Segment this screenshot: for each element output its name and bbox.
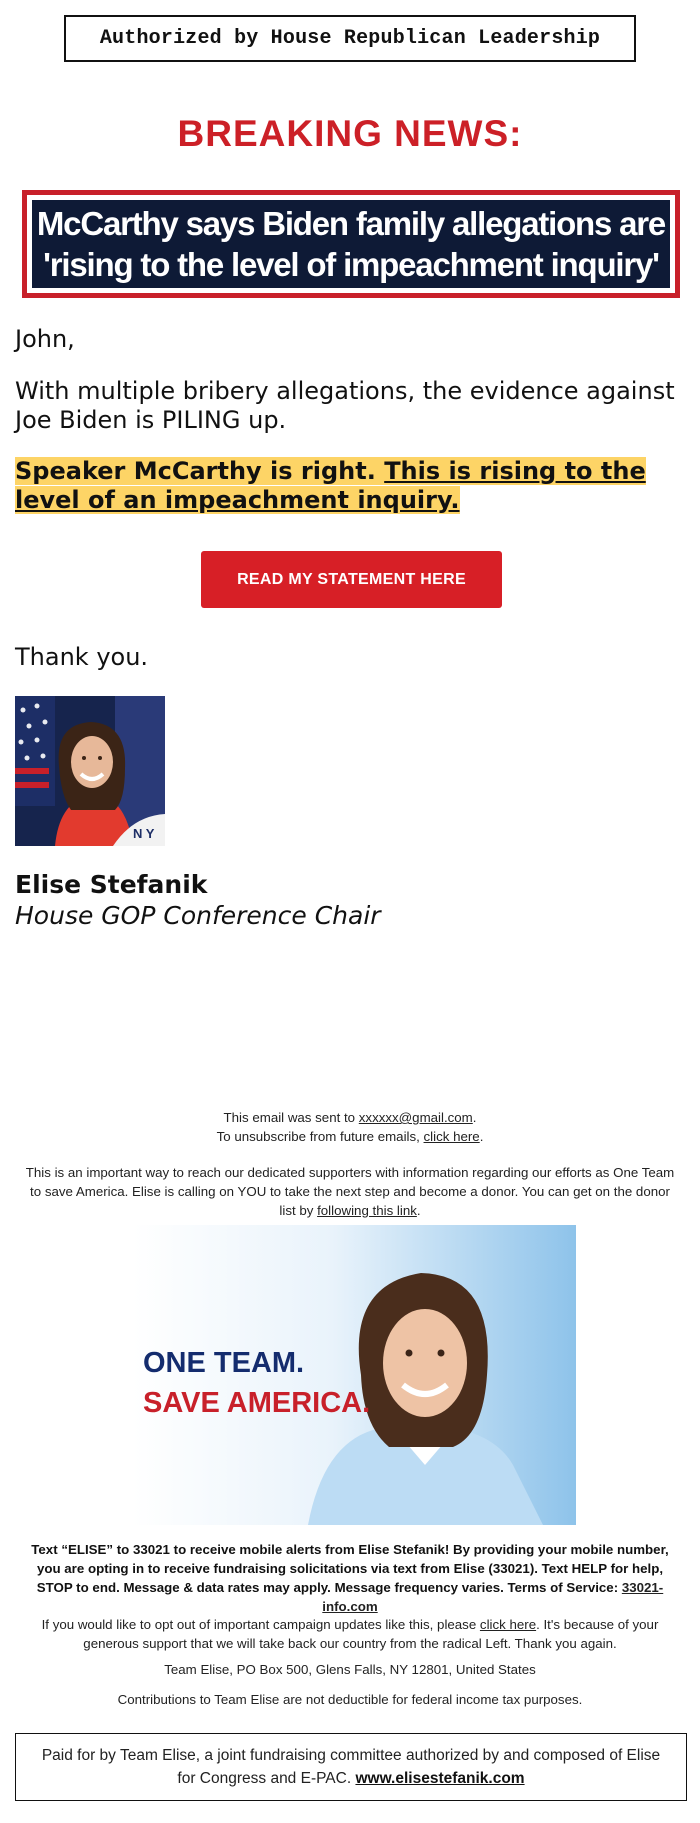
mailing-address: Team Elise, PO Box 500, Glens Falls, NY 12801, United States [164,1662,536,1677]
sms-opt-in-paragraph: Text “ELISE” to 33021 to receive mobile alerts from Elise Stefanik! By providing your mobile number, you are opting in to receive fundraising solicitations via text from Elise (33021). Text HELP for help, STOP to end. Message & data rates may apply. Message frequency varies. Terms of Service: 33021-info.com [31,1542,669,1614]
headline-line-1: McCarthy says Biden family allegations are [36,205,666,242]
website-link[interactable]: www.elisestefanik.com [355,1770,525,1787]
authorization-text: Authorized by House Republican Leadership [99,27,601,50]
portrait-illustration [15,696,165,846]
elise-stefanik-photo [15,696,165,846]
one-team-banner[interactable] [133,1225,576,1525]
donor-info-paragraph: This is an important way to reach our dedicated supporters with information regarding our efforts as One Team to save America. Elise is calling on YOU to take the next step and become a donor. You can get on the donor list by following this link. [25,1165,675,1218]
recipient-email-link[interactable]: xxxxxx@gmail.com [358,1110,473,1125]
impeachment-inquiry-link[interactable]: This is rising to the level of an impeachment inquiry. [15,457,646,514]
banner-line-1: ONE TEAM. [143,1347,305,1379]
closing-text: Thank you. [15,643,149,671]
signature-name: Elise Stefanik [15,870,208,899]
banner-line-2: SAVE AMERICA. [143,1387,371,1419]
banner-graphic [133,1225,576,1525]
breaking-news-label: BREAKING NEWS: [177,113,523,154]
read-statement-button[interactable]: READ MY STATEMENT HERE [201,551,502,608]
opt-out-link[interactable]: click here [479,1617,537,1632]
headline-graphic [32,200,670,288]
unsubscribe-link[interactable]: click here [423,1129,480,1144]
highlighted-statement [15,457,687,515]
headline-line-2: 'rising to the level of impeachment inquiry' [43,246,659,283]
signature-title: House GOP Conference Chair [15,901,381,930]
paid-for-disclaimer [15,1733,687,1801]
unsubscribe-line: To unsubscribe from future emails, click here. [216,1129,484,1144]
opt-out-paragraph: If you would like to opt out of important campaign updates like this, please click here. It's because of your generous support that we will take back our country from the radical Left. Thank you again. [41,1617,659,1651]
greeting: John, [15,325,75,353]
sent-to-line: This email was sent to xxxxxx@gmail.com. [223,1110,477,1125]
tax-deductibility-note: Contributions to Team Elise are not deductible for federal income tax purposes. [117,1692,583,1707]
body-paragraph: With multiple bribery allegations, the evidence against Joe Biden is PILING up. [15,377,675,434]
paid-for-text: Paid for by Team Elise, a joint fundraising committee authorized by and composed of Elise for Congress and E-PAC. [41,1747,661,1787]
svg-text:N Y: N Y [133,826,155,841]
highlight-plain-text: Speaker McCarthy is right. [15,457,376,485]
footer-recipient-info [22,1108,678,1146]
donor-list-link[interactable]: following this link [317,1203,417,1218]
authorization-box [64,15,636,62]
sms-terms-link[interactable]: 33021-info.com [322,1580,664,1614]
headline-banner[interactable] [22,190,680,298]
